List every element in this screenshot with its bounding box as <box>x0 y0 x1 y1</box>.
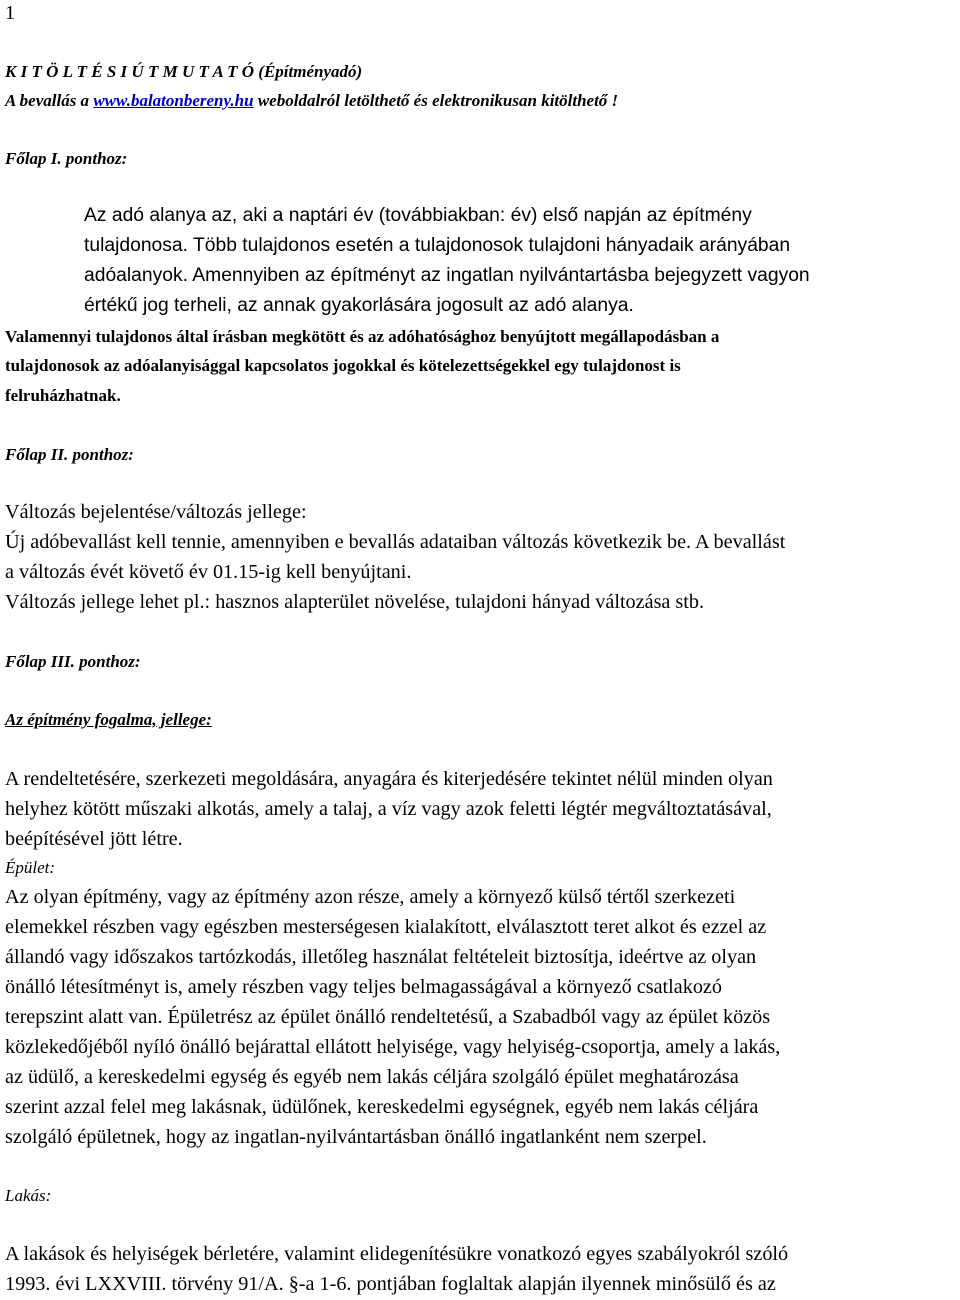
section1-line: tulajdonosa. Több tulajdonos esetén a tulajdonosok tulajdoni hányadaik arányában <box>84 235 791 256</box>
section2-heading: Főlap II. ponthoz: <box>5 445 134 464</box>
section1-bold-line: Valamennyi tulajdonos által írásban megkötött és az adóhatósághoz benyújtott megállapodásban a <box>5 327 720 346</box>
section2-line: Új adóbevallást kell tennie, amennyiben e bevallás adataiban változás következik be. A bevallást <box>5 531 786 553</box>
website-link[interactable]: www.balatonbereny.hu <box>93 91 254 110</box>
building-line: önálló létesítményt is, amely részben vagy teljes belmagasságával a környező csatlakozó <box>5 976 722 998</box>
section2-line: Változás bejelentése/változás jellege: <box>5 501 307 523</box>
section2-line: a változás évét követő év 01.15-ig kell benyújtani. <box>5 561 412 583</box>
building-line: állandó vagy időszakos tartózkodás, illetőleg használat feltételeit biztosítja, ideértve az olyan <box>5 946 757 968</box>
page-number: 1 <box>5 2 16 24</box>
subtitle-prefix: A bevallás a <box>5 91 94 110</box>
flat-line: 1993. évi LXXVIII. törvény 91/A. §-a 1-6. pontjában foglaltak alapján ilyennek minősülő és az <box>5 1273 776 1295</box>
section1-heading: Főlap I. ponthoz: <box>5 149 128 168</box>
section1-line: Az adó alanya az, aki a naptári év (továbbiakban: év) első napján az építmény <box>84 205 752 226</box>
page-subtitle <box>5 91 618 111</box>
definition-line: beépítésével jött létre. <box>5 828 183 850</box>
definition-line: A rendeltetésére, szerkezeti megoldására, anyagára és kiterjedésére tekintet nélül minden olyan <box>5 768 773 790</box>
building-line: Az olyan építmény, vagy az építmény azon része, amely a környező külső tértől szerkezeti <box>5 886 736 908</box>
section2-line: Változás jellege lehet pl.: hasznos alapterület növelése, tulajdoni hányad változása stb. <box>5 591 705 613</box>
section3-heading: Főlap III. ponthoz: <box>5 652 141 671</box>
section1-bold-line: felruházhatnak. <box>5 386 121 405</box>
flat-label: Lakás: <box>5 1186 52 1205</box>
section3-subheading: Az építmény fogalma, jellege: <box>5 710 212 729</box>
section1-bold-line: tulajdonosok az adóalanyisággal kapcsolatos jogokkal és kötelezettségekkel egy tulajdonost is <box>5 356 681 375</box>
page-title: K I T Ö L T É S I Ú T M U T A T Ó (Építményadó) <box>5 62 363 81</box>
subtitle-suffix: weboldalról letölthető és elektronikusan kitölthető ! <box>253 91 619 110</box>
building-line: szolgáló épületnek, hogy az ingatlan-nyilvántartásban önálló ingatlanként nem szerpel. <box>5 1126 707 1148</box>
building-line: az üdülő, a kereskedelmi egység és egyéb nem lakás céljára szolgáló épület meghatározása <box>5 1066 739 1088</box>
building-line: szerint azzal felel meg lakásnak, üdülőnek, kereskedelmi egységnek, egyéb nem lakás céljára <box>5 1096 759 1118</box>
building-line: elemekkel részben vagy egészben mesterségesen kialakított, elválasztott teret alkot és ezzel az <box>5 916 767 938</box>
definition-line: helyhez kötött műszaki alkotás, amely a talaj, a víz vagy azok feletti légtér megváltoztatásával, <box>5 798 772 820</box>
building-line: terepszint alatt van. Épületrész az épület önálló rendeltetésű, a Szabadból vagy az épület közös <box>5 1006 771 1028</box>
section1-line: értékű jog terheli, az annak gyakorlására jogosult az adó alanya. <box>84 295 634 316</box>
section1-line: adóalanyok. Amennyiben az építményt az ingatlan nyilvántartásba bejegyzett vagyon <box>84 265 810 286</box>
building-label: Épület: <box>5 858 56 877</box>
flat-line: A lakások és helyiségek bérletére, valamint elidegenítésükre vonatkozó egyes szabályokról szóló <box>5 1243 789 1265</box>
building-line: közlekedőjéből nyíló önálló bejárattal ellátott helyisége, vagy helyiség-csoportja, amely a lakás, <box>5 1036 781 1058</box>
